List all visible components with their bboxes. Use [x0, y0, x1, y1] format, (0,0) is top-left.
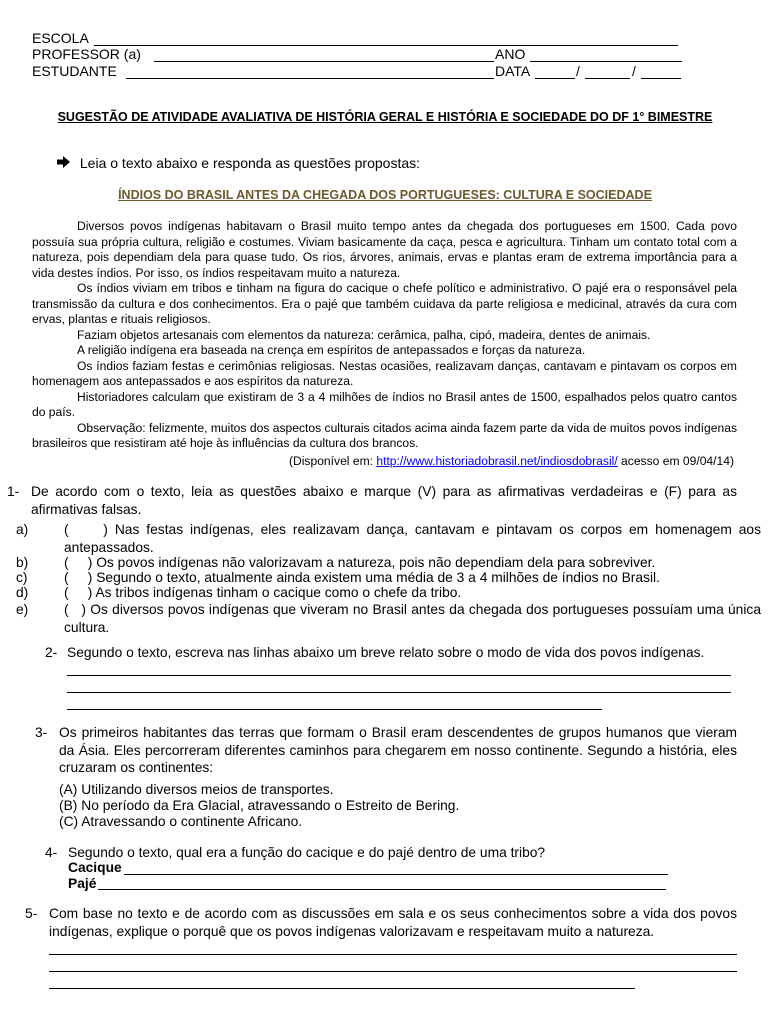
text-paragraph-7: Observação: felizmente, muitos dos aspectos culturais citados acima ainda fazem parte da vida de muitos povos indígenas brasileiros que resistiram até hoje às influências da cultura dos brancos. [32, 420, 737, 450]
header-professor [32, 46, 141, 63]
q1-item-text: Os povos indígenas não valorizavam a natureza, pois não dependiam dela para sobreviver. [96, 555, 656, 570]
q3-option-c[interactable]: (C) Atravessando o continente Africano. [59, 814, 303, 829]
text-paragraph-1: Diversos povos indígenas habitavam o Brasil muito tempo antes da chegada dos portugueses em 1500. Cada povo possuía sua própria cultura, religião e costumes. Viviam basicamente da caça, pesca e agricultura. Tinham um contato total com a natureza, pois dependiam dela para quase tudo. Os rios, árvores, animais, ervas e plantas eram de extrema importância para a vida destes índios. Por isso, os índios respeitavam muito a natureza. [32, 219, 737, 280]
professor-label: PROFESSOR (a) [32, 46, 141, 62]
ano-label: ANO [495, 46, 526, 62]
question-3-text: Os primeiros habitantes das terras que formam o Brasil eram descendentes de grupos humanos que vieram da Ásia. Eles percorreram diferentes caminhos para chegarem em nosso continente. Segundo a história, eles cruzaram os continentes: [59, 725, 737, 775]
estudante-label: ESTUDANTE [32, 63, 117, 79]
q5-answer-line-2[interactable] [49, 971, 737, 972]
q1-item-letter: b) [16, 555, 29, 570]
text-paragraph-5: Os índios faziam festas e cerimônias religiosas. Nestas ocasiões, realizavam danças, cantavam e pintavam os corpos em homenagem aos antepassados e aos espíritos da natureza. [32, 358, 737, 388]
estudante-line[interactable] [126, 78, 494, 79]
true-false-answer-box[interactable]: ( ) [64, 555, 93, 570]
paje-label: Pajé [68, 876, 97, 891]
q5-answer-line-3[interactable] [49, 988, 635, 989]
q3-option-a[interactable]: (A) Utilizando diversos meios de transportes. [59, 782, 334, 797]
q5-answer-line-1[interactable] [49, 954, 737, 955]
reading-text [32, 219, 737, 452]
source-citation [289, 454, 734, 468]
cacique-answer-line[interactable] [124, 874, 668, 875]
q1-item-e [16, 601, 761, 637]
date-slash-1: / [576, 63, 580, 79]
ano-line[interactable] [530, 61, 682, 62]
data-month-line[interactable] [585, 78, 630, 79]
question-5-text: Com base no texto e de acordo com as discussões em sala e os seus conhecimentos sobre a vida dos povos indígenas, explique o porquê que os povos indígenas valorizavam e respeitavam muito a natureza. [49, 906, 737, 939]
data-label: DATA [495, 63, 531, 79]
text-paragraph-3: Faziam objetos artesanais com elementos da natureza: cerâmica, palha, cipó, madeira, dentes de animais. [77, 327, 651, 342]
q1-item-b [16, 555, 761, 571]
q2-answer-line-3[interactable] [67, 709, 602, 710]
question-1-number: 1- [7, 484, 20, 499]
text-paragraph-4: A religião indígena era baseada na crença em espíritos de antepassados e forças da natureza. [77, 343, 586, 357]
true-false-answer-box[interactable]: ( ) [64, 585, 93, 600]
page-title: SUGESTÃO DE ATIVIDADE AVALIATIVA DE HISTÓRIA GERAL E HISTÓRIA E SOCIEDADE DO DF 1° BIMESTRE [57, 110, 713, 124]
q1-item-text: Segundo o texto, atualmente ainda existem uma média de 3 a 4 milhões de índios no Brasil. [96, 570, 660, 585]
question-2-number: 2- [45, 645, 58, 660]
question-2-text: Segundo o texto, escreva nas linhas abaixo um breve relato sobre o modo de vida dos povos indígenas. [67, 645, 705, 660]
source-suffix: acesso em 09/04/14) [617, 454, 734, 468]
source-link[interactable]: http://www.historiadobrasil.net/indiosdobrasil/ [376, 454, 618, 468]
escola-line[interactable] [94, 45, 678, 46]
q1-item-text: As tribos indígenas tinham o cacique como o chefe da tribo. [95, 585, 462, 600]
q1-item-letter: e) [16, 602, 29, 617]
q1-item-a [16, 521, 761, 557]
question-4-text: Segundo o texto, qual era a função do cacique e do pajé dentro de uma tribo? [68, 845, 546, 860]
q1-item-letter: d) [16, 585, 29, 600]
data-year-line[interactable] [641, 78, 681, 79]
instruction-text: Leia o texto abaixo e responda as questões propostas: [79, 155, 421, 171]
arrow-right-icon [57, 155, 71, 171]
question-5-number: 5- [25, 906, 38, 921]
question-3-number: 3- [35, 725, 48, 740]
true-false-answer-box[interactable]: ( ) [64, 602, 86, 617]
text-paragraph-2: Os índios viviam em tribos e tinham na figura do cacique o chefe político e administrativo. O pajé era o responsável pela transmissão da cultura e dos conhecimentos. Era o pajé que também cuidava da parte religiosa e medicinal, através da cura com ervas, plantas e rituais religiosos. [32, 281, 737, 326]
q2-answer-line-2[interactable] [67, 692, 731, 693]
text-paragraph-6: Historiadores calculam que existiram de 3 a 4 milhões de índios no Brasil antes de 1500, espalhados pelos quatro cantos do país. [32, 389, 737, 419]
date-slash-2: / [632, 63, 636, 79]
q1-item-text: Nas festas indígenas, eles realizavam dança, cantavam e pintavam os corpos em homenagem aos antepassados. [64, 522, 761, 555]
header-escola [32, 30, 89, 47]
question-4-number: 4- [45, 845, 58, 860]
text-subtitle: ÍNDIOS DO BRASIL ANTES DA CHEGADA DOS PORTUGUESES: CULTURA E SOCIEDADE [118, 188, 652, 202]
data-day-line[interactable] [535, 78, 575, 79]
true-false-answer-box[interactable]: ( ) [64, 522, 108, 537]
question-1-text: De acordo com o texto, leia as questões abaixo e marque (V) para as afirmativas verdadeiras e (F) para as afirmativas falsas. [31, 484, 737, 517]
paje-answer-line[interactable] [98, 889, 666, 890]
escola-label: ESCOLA [32, 30, 89, 46]
true-false-answer-box[interactable]: ( ) [64, 570, 93, 585]
q1-item-letter: a) [16, 522, 29, 537]
q2-answer-line-1[interactable] [67, 675, 731, 676]
q1-item-text: Os diversos povos indígenas que viveram no Brasil antes da chegada dos portugueses possuíam uma única cultura. [64, 602, 761, 635]
professor-line[interactable] [154, 61, 494, 62]
cacique-label: Cacique [68, 860, 122, 875]
q1-item-letter: c) [16, 570, 28, 585]
source-prefix: (Disponível em: [288, 454, 377, 468]
q1-item-d [16, 585, 761, 601]
instruction [57, 155, 420, 171]
q3-option-b[interactable]: (B) No período da Era Glacial, atravessando o Estreito de Bering. [59, 798, 460, 813]
q1-item-c [16, 570, 761, 586]
header-estudante [32, 63, 117, 80]
